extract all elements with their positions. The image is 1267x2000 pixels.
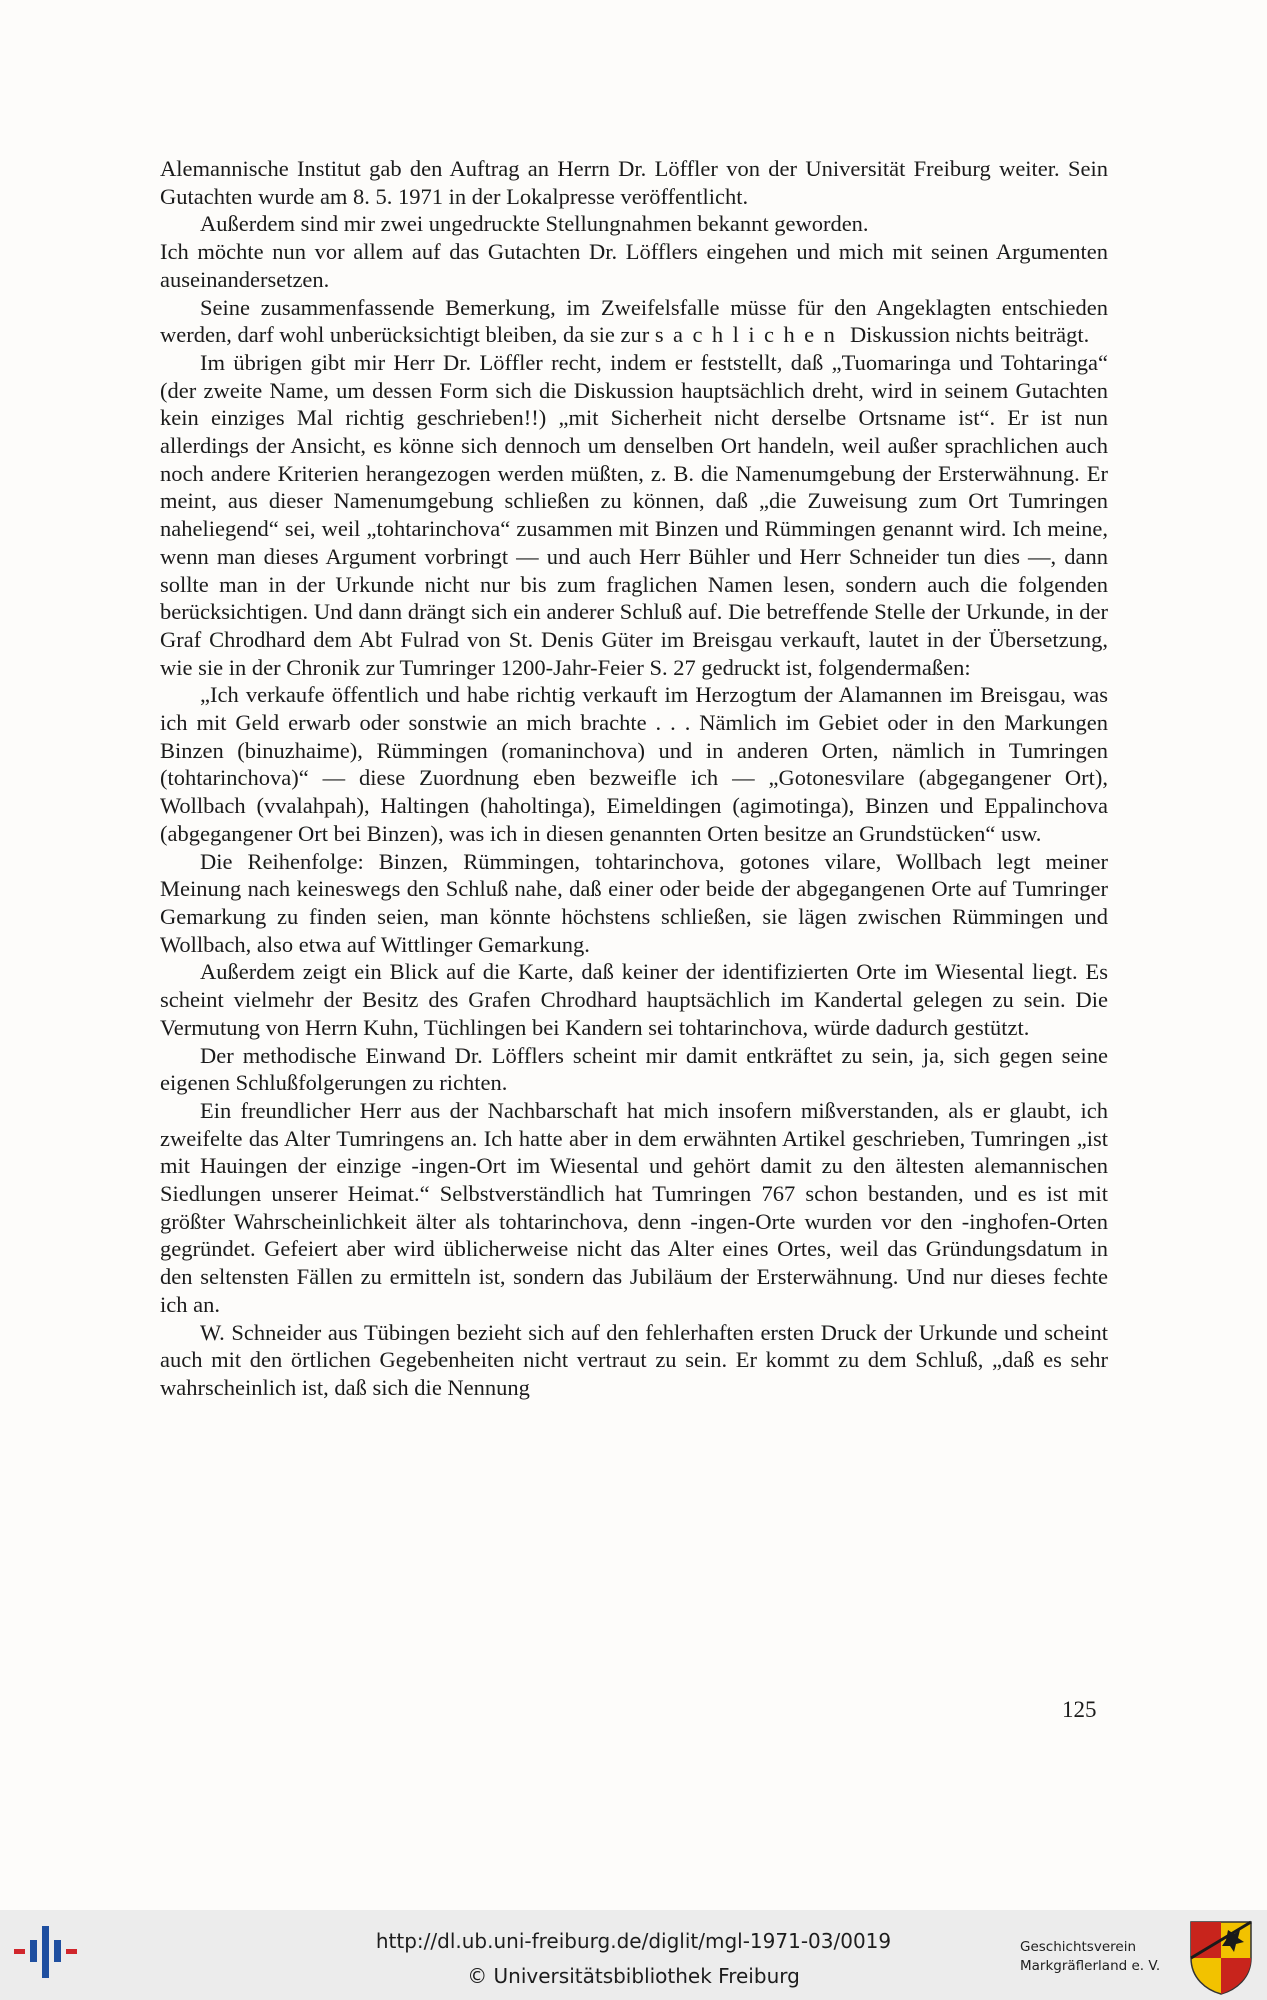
emphasized-word: sachlichen xyxy=(654,322,845,348)
paragraph-11: W. Schneider aus Tübingen bezieht sich auf den fehlerhaften ersten Druck der Urkunde und scheint auch mit den örtlichen Gegebenheiten nicht vertraut zu sein. Er kommt zu dem Schluß, „daß es sehr wahrscheinlich ist, daß sich die Nennung xyxy=(160,1319,1108,1400)
body-text xyxy=(160,155,1108,1402)
paragraph-4-text: Seine zusammenfassende Bemerkung, im Zweifelsfalle müsse für den Angeklagten entschieden werden, darf wohl unberücksichtigt bleiben, da sie zur xyxy=(160,294,1108,348)
paragraph-7: Die Reihenfolge: Binzen, Rümmingen, tohtarinchova, gotones vilare, Wollbach legt meiner Meinung nach keineswegs den Schluß nahe, daß einer oder beide der abgegangenen Orte auf Tumringer Gemarkung zu finden seien, man könnte höchstens schließen, sie lägen zwischen Rümmingen und Wollbach, also etwa auf Wittlinger Gemarkung. xyxy=(160,848,1108,957)
society-name-line1: Geschichtsverein xyxy=(1020,1939,1136,1955)
paragraph-10: Ein freundlicher Herr aus der Nachbarschaft hat mich insofern mißverstanden, als er glaubt, ich zweifelte das Alter Tumringens an. Ich hatte aber in dem erwähnten Artikel geschrieben, Tumringen „ist mit Hauingen der einzige -ingen-Ort im Wiesental und gehört damit zu den ältesten alemannischen Siedlungen unserer Heimat.“ Selbstverständlich hat Tumringen 767 schon bestanden, und es ist mit größter Wahrscheinlichkeit älter als tohtarinchova, denn -ingen-Orte wurden vor den -inghofen-Orten gegründet. Gefeiert aber wird üblicherweise nicht das Alter eines Ortes, weil das Gründungsdatum in den seltensten Fällen zu ermitteln ist, sondern das Jubiläum der Ersterwähnung. Und nur dieses fechte ich an. xyxy=(160,1097,1108,1317)
paragraph-2: Außerdem sind mir zwei ungedruckte Stellungnahmen bekannt geworden. xyxy=(200,211,869,237)
society-name-line2: Markgräflerland e. V. xyxy=(1020,1958,1161,1974)
paragraph-9: Der methodische Einwand Dr. Löfflers scheint mir damit entkräftet zu sein, ja, sich gegen seine eigenen Schlußfolgerungen zu richten. xyxy=(160,1042,1108,1096)
copyright-notice: © Universitätsbibliothek Freiburg xyxy=(467,1964,800,1988)
paragraph-5: Im übrigen gibt mir Herr Dr. Löffler recht, indem er feststellt, daß „Tuomaringa und Tohtaringa“ (der zweite Name, um dessen Form sich die Diskussion hauptsächlich dreht, wird in seinem Gutachten kein einziges Mal richtig geschrieben!!) „mit Sicherheit nicht derselbe Ortsname ist“. Er ist nun allerdings der Ansicht, es könne sich dennoch um denselben Ort handeln, weil außer sprachlichen auch noch andere Kriterien herangezogen werden müßten, z. B. die Namenumgebung der Ersterwähnung. Er meint, aus dieser Namenumgebung schließen zu können, daß „die Zuweisung zum Ort Tumringen naheliegend“ sei, weil „tohtarinchova“ zusammen mit Binzen und Rümmingen genannt wird. Ich meine, wenn man dieses Argument vorbringt — und auch Herr Bühler und Herr Schneider tun dies —, dann sollte man in der Urkunde nicht nur bis zum fraglichen Namen lesen, sondern auch die folgenden berücksichtigen. Und dann drängt sich ein anderer Schluß auf. Die betreffende Stelle der Urkunde, in der Graf Chrodhard dem Abt Fulrad von St. Denis Güter im Breisgau verkauft, lautet in der Übersetzung, wie sie in der Chronik zur Tumringer 1200-Jahr-Feier S. 27 gedruckt ist, folgendermaßen: xyxy=(160,349,1108,680)
coat-of-arms-icon xyxy=(1188,1918,1254,1996)
society-name xyxy=(1020,1938,1200,1976)
paragraph-1: Alemannische Institut gab den Auftrag an Herrn Dr. Löffler von der Universität Freiburg weiter. Sein Gutachten wurde am 8. 5. 1971 in der Lokalpresse veröffentlicht. xyxy=(160,156,1108,209)
paragraph-3: Ich möchte nun vor allem auf das Gutachten Dr. Löfflers eingehen und mich mit seinen Argumenten auseinandersetzen. xyxy=(160,239,1108,292)
paragraph-4 xyxy=(160,294,1108,349)
page-number: 125 xyxy=(1062,1697,1097,1722)
paragraph-4-end: Diskussion nichts beiträgt. xyxy=(849,322,1090,348)
quotation-paragraph: „Ich verkaufe öffentlich und habe richtig verkauft im Herzogtum der Alamannen im Breisgau, was ich mit Geld erwarb oder sonstwie an mich brachte . . . Nämlich im Gebiet oder in den Markungen Binzen (binuzhaime), Rümmingen (romaninchova) und in anderen Orten, nämlich in Tumringen (tohtarinchova)“ — diese Zuordnung eben bezweifle ich — „Gotonesvilare (abgegangener Ort), Wollbach (vvalahpah), Haltingen (haholtinga), Eimeldingen (agimotinga), Binzen und Eppalinchova (abgegangener Ort bei Binzen), was ich in diesen genannten Orten besitze an Grundstücken“ usw. xyxy=(160,682,1108,846)
permalink-url[interactable]: http://dl.ub.uni-freiburg.de/diglit/mgl-1971-03/0019 xyxy=(375,1929,892,1953)
paragraph-8: Außerdem zeigt ein Blick auf die Karte, daß keiner der identifizierten Orte im Wiesental liegt. Es scheint vielmehr der Besitz des Grafen Chrodhard hauptsächlich im Kandertal gelegen zu sein. Die Vermutung von Herrn Kuhn, Tüchlingen bei Kandern sei tohtarinchova, würde dadurch gestützt. xyxy=(160,959,1108,1040)
